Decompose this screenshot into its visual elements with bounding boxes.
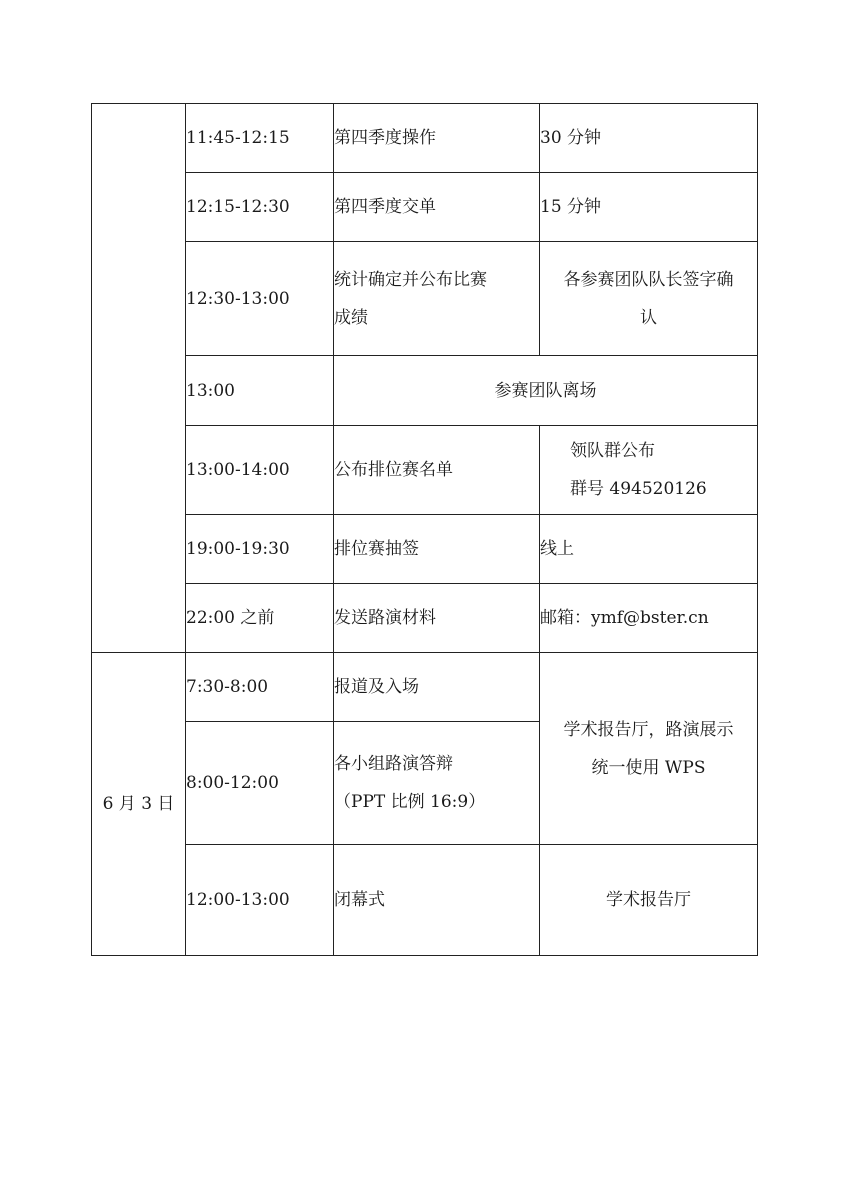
note-cell: 邮箱：ymf@bster.cn <box>540 584 758 653</box>
note-cell: 线上 <box>540 515 758 584</box>
table-row <box>92 515 758 584</box>
time-cell: 22:00 之前 <box>186 584 334 653</box>
activity-line: （PPT 比例 16:9） <box>334 792 486 812</box>
table-row <box>92 242 758 356</box>
activity-cell: 第四季度操作 <box>334 104 540 173</box>
table-row <box>92 845 758 956</box>
time-cell: 8:00-12:00 <box>186 722 334 845</box>
note-line: 统一使用 WPS <box>591 757 706 778</box>
note-cell: 15 分钟 <box>540 173 758 242</box>
note-line: 学术报告厅，路演展示 <box>563 719 734 740</box>
table-row <box>92 356 758 426</box>
note-cell: 学术报告厅 <box>540 845 758 956</box>
activity-cell <box>334 722 540 845</box>
table-row <box>92 653 758 722</box>
activity-cell: 第四季度交单 <box>334 173 540 242</box>
time-cell: 12:30-13:00 <box>186 242 334 356</box>
activity-cell <box>334 242 540 356</box>
activity-cell: 闭幕式 <box>334 845 540 956</box>
note-cell <box>540 242 758 356</box>
note-line: 各参赛团队队长签字确 <box>563 269 734 290</box>
time-cell: 7:30-8:00 <box>186 653 334 722</box>
note-line: 群号 494520126 <box>570 479 707 499</box>
note-line: 领队群公布 <box>570 441 655 461</box>
time-cell: 12:15-12:30 <box>186 173 334 242</box>
table-row <box>92 104 758 173</box>
activity-line: 统计确定并公布比赛 <box>334 269 487 290</box>
time-cell: 13:00-14:00 <box>186 426 334 515</box>
time-cell: 13:00 <box>186 356 334 426</box>
table-row <box>92 426 758 515</box>
activity-cell: 报道及入场 <box>334 653 540 722</box>
note-cell: 30 分钟 <box>540 104 758 173</box>
activity-line: 各小组路演答辩 <box>334 754 453 774</box>
note-cell <box>540 426 758 515</box>
activity-cell-merged: 参赛团队离场 <box>334 356 758 426</box>
table-row <box>92 173 758 242</box>
date-cell: 6 月 3 日 <box>92 653 186 956</box>
activity-line: 成绩 <box>334 307 368 328</box>
schedule-table <box>91 103 758 956</box>
table-row <box>92 584 758 653</box>
activity-cell: 公布排位赛名单 <box>334 426 540 515</box>
note-cell-merged <box>540 653 758 845</box>
note-line: 认 <box>640 307 657 328</box>
time-cell: 11:45-12:15 <box>186 104 334 173</box>
time-cell: 19:00-19:30 <box>186 515 334 584</box>
time-cell: 12:00-13:00 <box>186 845 334 956</box>
activity-cell: 发送路演材料 <box>334 584 540 653</box>
activity-cell: 排位赛抽签 <box>334 515 540 584</box>
date-cell-empty <box>92 104 186 653</box>
